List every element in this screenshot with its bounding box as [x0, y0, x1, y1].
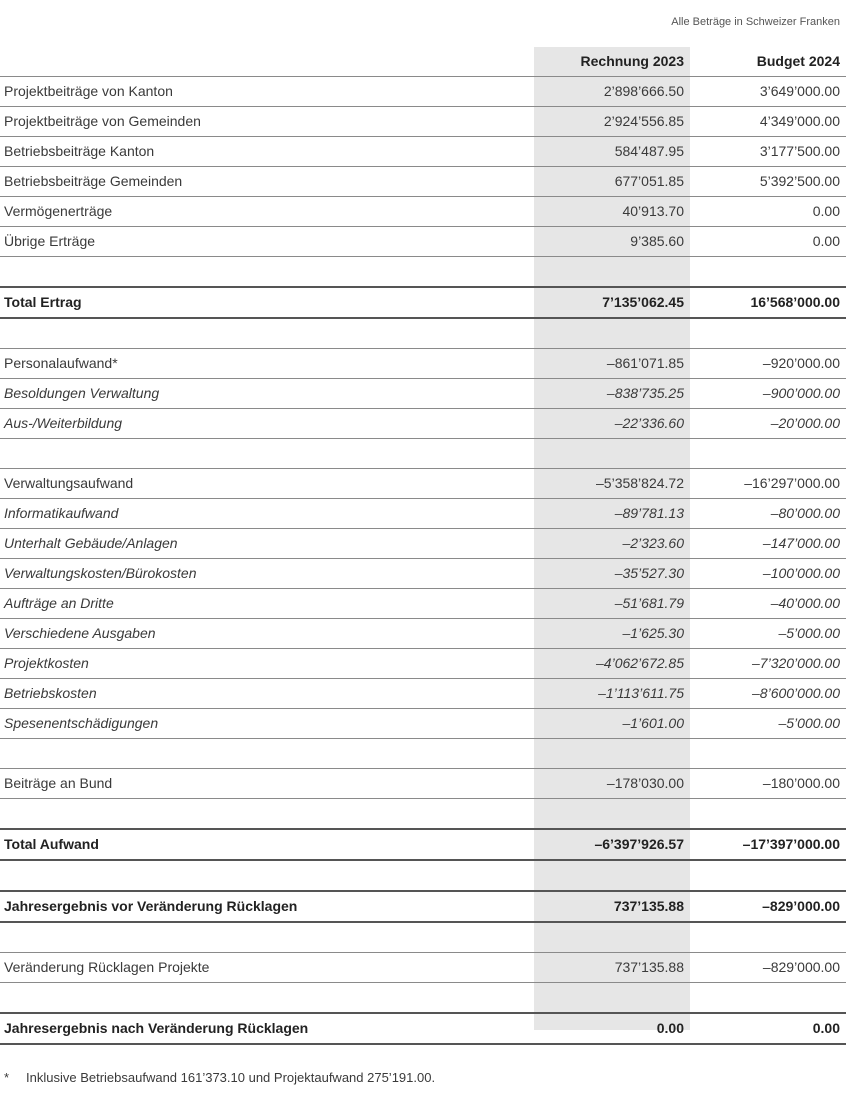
- table-row: [0, 107, 846, 137]
- row-rechnung: –89’781.13: [534, 499, 690, 529]
- row-budget: –147’000.00: [690, 529, 846, 559]
- total-row: [0, 829, 846, 860]
- row-rechnung: –1’113’611.75: [534, 679, 690, 709]
- row-budget: –80’000.00: [690, 499, 846, 529]
- row-label: Betriebsbeiträge Gemeinden: [0, 167, 534, 197]
- total-row: [0, 891, 846, 922]
- spacer-row: [0, 739, 846, 769]
- table-row: [0, 499, 846, 529]
- table-row: [0, 469, 846, 499]
- table-row: [0, 709, 846, 739]
- header-label-cell: [0, 47, 534, 77]
- row-label: Verschiedene Ausgaben: [0, 619, 534, 649]
- total-aufwand-budget: –17’397’000.00: [690, 829, 846, 860]
- total-ertrag-budget: 16’568’000.00: [690, 287, 846, 318]
- table-row: [0, 409, 846, 439]
- row-rechnung: –1’625.30: [534, 619, 690, 649]
- table-row: [0, 619, 846, 649]
- table-row: [0, 77, 846, 107]
- income-statement-table: [0, 47, 846, 1045]
- spacer-row: [0, 799, 846, 830]
- row-label: Verwaltungskosten/Bürokosten: [0, 559, 534, 589]
- row-rechnung: –5’358’824.72: [534, 469, 690, 499]
- table-row: [0, 349, 846, 379]
- row-rechnung: 9’385.60: [534, 227, 690, 257]
- row-label: Spesenentschädigungen: [0, 709, 534, 739]
- table-row: [0, 769, 846, 799]
- header-row: [0, 47, 846, 77]
- total-aufwand-label: Total Aufwand: [0, 829, 534, 860]
- total-row: [0, 287, 846, 318]
- ergebnis-nach-rechnung: 0.00: [534, 1013, 690, 1044]
- row-rechnung: –838’735.25: [534, 379, 690, 409]
- spacer-row: [0, 257, 846, 288]
- row-label: Besoldungen Verwaltung: [0, 379, 534, 409]
- row-label: Informatikaufwand: [0, 499, 534, 529]
- ergebnis-nach-label: Jahresergebnis nach Veränderung Rücklagen: [0, 1013, 534, 1044]
- footnote-text: Inklusive Betriebsaufwand 161’373.10 und Projektaufwand 275’191.00.: [26, 1070, 436, 1085]
- spacer-row: [0, 439, 846, 469]
- total-ertrag-label: Total Ertrag: [0, 287, 534, 318]
- row-label: Verwaltungsaufwand: [0, 469, 534, 499]
- row-label: Betriebskosten: [0, 679, 534, 709]
- row-label: Projektkosten: [0, 649, 534, 679]
- row-budget: 4’349’000.00: [690, 107, 846, 137]
- row-budget: –5’000.00: [690, 709, 846, 739]
- row-label: Aus-/Weiterbildung: [0, 409, 534, 439]
- row-rechnung: 40’913.70: [534, 197, 690, 227]
- row-rechnung: 584’487.95: [534, 137, 690, 167]
- total-aufwand-rechnung: –6’397’926.57: [534, 829, 690, 860]
- row-budget: 3’649’000.00: [690, 77, 846, 107]
- row-budget: 0.00: [690, 197, 846, 227]
- table-row: [0, 379, 846, 409]
- personal-label-text: Personalaufwand: [4, 355, 113, 371]
- row-rechnung: –178’030.00: [534, 769, 690, 799]
- row-budget: –180’000.00: [690, 769, 846, 799]
- row-rechnung: –1’601.00: [534, 709, 690, 739]
- row-rechnung: –2’323.60: [534, 529, 690, 559]
- row-rechnung: 737’135.88: [534, 953, 690, 983]
- row-budget: –40’000.00: [690, 589, 846, 619]
- row-budget: –16’297’000.00: [690, 469, 846, 499]
- table-row: [0, 649, 846, 679]
- row-budget: 5’392’500.00: [690, 167, 846, 197]
- row-label: Veränderung Rücklagen Projekte: [0, 953, 534, 983]
- table-row: [0, 137, 846, 167]
- row-label: Vermögenerträge: [0, 197, 534, 227]
- footnote: [4, 1070, 435, 1085]
- header-budget-2024: Budget 2024: [690, 47, 846, 77]
- row-rechnung: –4’062’672.85: [534, 649, 690, 679]
- table-row: [0, 227, 846, 257]
- table-row: [0, 589, 846, 619]
- ergebnis-vor-rechnung: 737’135.88: [534, 891, 690, 922]
- row-rechnung: –22’336.60: [534, 409, 690, 439]
- row-budget: 3’177’500.00: [690, 137, 846, 167]
- table-row: [0, 529, 846, 559]
- row-budget: –920’000.00: [690, 349, 846, 379]
- row-label: Unterhalt Gebäude/Anlagen: [0, 529, 534, 559]
- table-row: [0, 559, 846, 589]
- table-row: [0, 679, 846, 709]
- currency-note: Alle Beträge in Schweizer Franken: [671, 16, 840, 28]
- spacer-row: [0, 860, 846, 891]
- row-rechnung: –35’527.30: [534, 559, 690, 589]
- table-row: [0, 953, 846, 983]
- table-row: [0, 167, 846, 197]
- row-label: Projektbeiträge von Kanton: [0, 77, 534, 107]
- footnote-marker: *: [4, 1070, 10, 1085]
- row-label: Projektbeiträge von Gemeinden: [0, 107, 534, 137]
- row-budget: –5’000.00: [690, 619, 846, 649]
- ergebnis-vor-budget: –829’000.00: [690, 891, 846, 922]
- row-rechnung: –861’071.85: [534, 349, 690, 379]
- row-label: Beiträge an Bund: [0, 769, 534, 799]
- total-ertrag-rechnung: 7’135’062.45: [534, 287, 690, 318]
- spacer-row: [0, 318, 846, 349]
- row-budget: –8’600’000.00: [690, 679, 846, 709]
- row-rechnung: 2’924’556.85: [534, 107, 690, 137]
- row-label: Übrige Erträge: [0, 227, 534, 257]
- spacer-row: [0, 922, 846, 953]
- row-rechnung: 2’898’666.50: [534, 77, 690, 107]
- row-label: Aufträge an Dritte: [0, 589, 534, 619]
- row-budget: 0.00: [690, 227, 846, 257]
- row-budget: –100’000.00: [690, 559, 846, 589]
- row-budget: –7’320’000.00: [690, 649, 846, 679]
- header-rechnung-2023: Rechnung 2023: [534, 47, 690, 77]
- row-budget: –20’000.00: [690, 409, 846, 439]
- row-budget: –829’000.00: [690, 953, 846, 983]
- footnote-marker: *: [112, 355, 118, 371]
- row-label: Betriebsbeiträge Kanton: [0, 137, 534, 167]
- row-rechnung: 677’051.85: [534, 167, 690, 197]
- row-budget: –900’000.00: [690, 379, 846, 409]
- total-row: [0, 1013, 846, 1044]
- ergebnis-vor-label: Jahresergebnis vor Veränderung Rücklagen: [0, 891, 534, 922]
- row-label: [0, 349, 534, 379]
- ergebnis-nach-budget: 0.00: [690, 1013, 846, 1044]
- row-rechnung: –51’681.79: [534, 589, 690, 619]
- table-row: [0, 197, 846, 227]
- spacer-row: [0, 983, 846, 1014]
